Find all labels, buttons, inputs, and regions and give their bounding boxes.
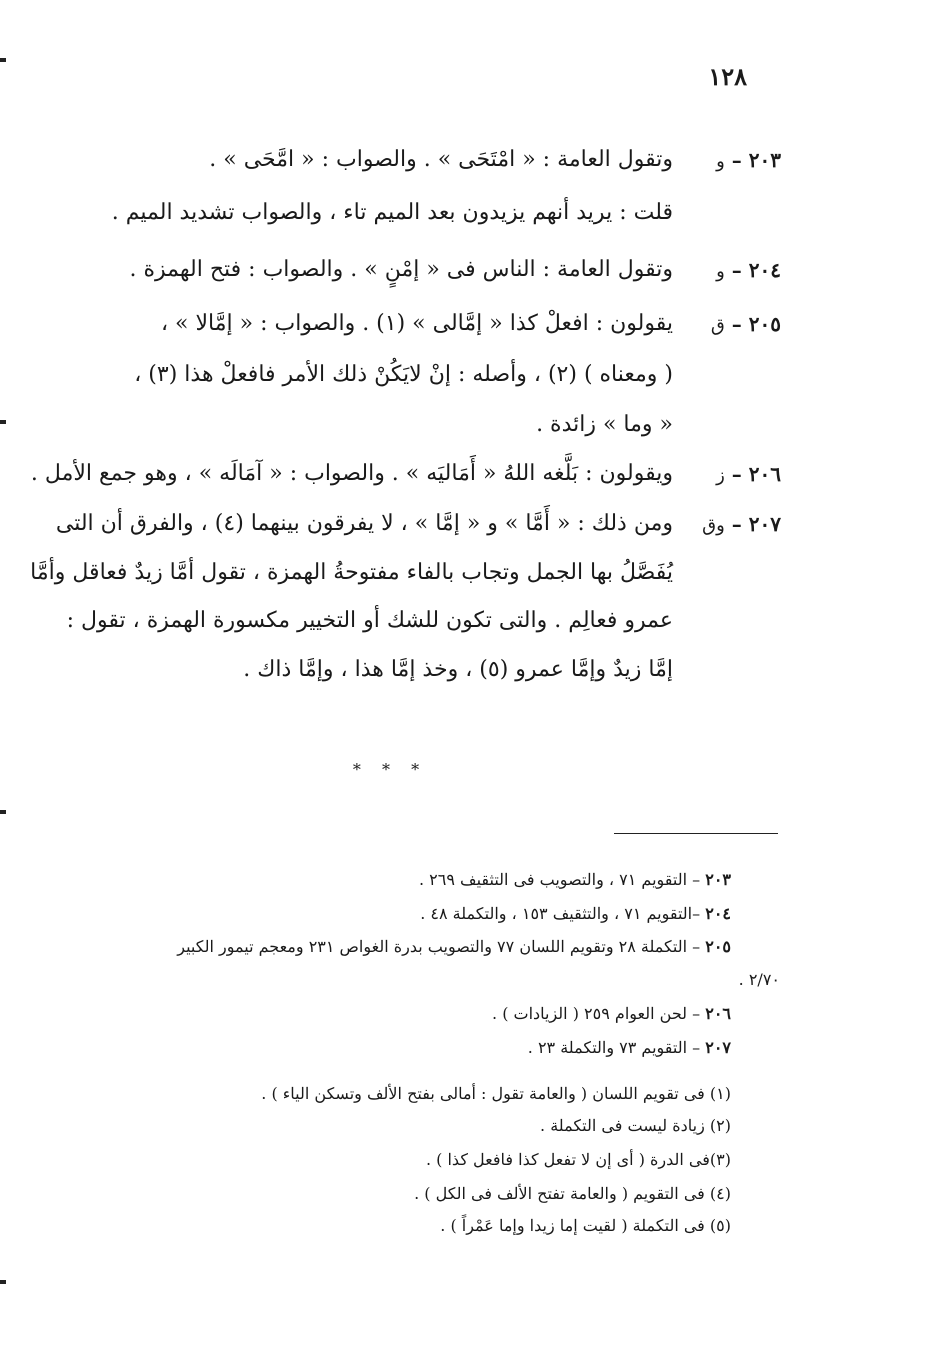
entry-203-line-2: قلت : يريد أنهم يزيدون بعد الميم تاء ، والصواب تشديد الميم . [111,200,673,225]
entry-number-204: ٢٠٤ – و [716,258,781,282]
entry-203-line-1: وتقول العامة : « امْتَحَى » . والصواب : « امَّحَى » . [209,147,673,172]
entry-204-line-1: وتقول العامة : الناس فى « إمْنٍ » . والصواب : فتح الهمزة . [129,257,673,282]
entry-number-206: ٢٠٦ – ز [716,462,781,486]
entry-number-207: ٢٠٧ – وق [702,512,781,536]
edge-mark [0,810,6,814]
source-note-205-continued: ٢/٧٠ . [738,970,780,989]
entry-number-205: ٢٠٥ – ق [710,312,781,336]
edge-mark [0,58,6,62]
entry-number-203: ٢٠٣ – و [716,148,781,172]
entry-207-line-2: يُفَصَّلُ بها الجمل وتجاب بالفاء مفتوحةُ الهمزة ، تقول أمَّا زيدٌ فعاقل وأمَّا [30,560,673,585]
section-separator: * * * [352,760,428,779]
edge-mark [0,1280,6,1284]
footnote-rule [614,833,778,834]
footnote-4: (٤) فى التقويم ( والعامة تفتح الألف فى الكل ) . [414,1184,731,1203]
source-note-206: ٢٠٦ – لحن العوام ٢٥٩ ( الزيادات ) . [492,1004,731,1023]
entry-207-line-1: ومن ذلك : « أَمَّا » و « إمَّا » ، لا يفرقون بينهما (٤) ، والفرق أن التى [55,511,673,536]
footnote-1: (١) فى تقويم اللسان ( والعامة تقول : أمالى بفتح الألف وتسكن الياء ) . [261,1084,731,1103]
entry-205-line-2: ( ومعناه ) (٢) ، وأصله : إنْ لايَكُنْ ذلك الأمر فافعلْ هذا (٣) ، [134,362,673,387]
entry-206-line-1: ويقولون : بَلَّغه اللهُ « أَمَاليَه » . والصواب : « آمَالَه » ، وهو جمع الأمل . [30,461,673,486]
entry-205-line-3: « وما » زائدة . [536,412,673,437]
source-note-203: ٢٠٣ – التقويم ٧١ ، والتصويب فى التثقيف ٢٦٩ . [418,870,731,889]
source-note-204: ٢٠٤ –التقويم ٧١ ، والتثقيف ١٥٣ ، والتكملة ٤٨ . [420,904,731,923]
footnote-5: (٥) فى التكملة ( لقيت إما زيدا وإما عَمْراً ) . [440,1216,731,1235]
source-note-205: ٢٠٥ – التكملة ٢٨ وتقويم اللسان ٧٧ والتصويب بدرة الغواص ٢٣١ ومعجم تيمور الكبير [177,937,731,956]
entry-207-line-4: إمَّا زيدٌ وإمَّا عمرو (٥) ، وخذ إمَّا هذا ، وإمَّا ذاك . [243,657,673,682]
footnote-2: (٢) زيادة ليست فى التكملة . [540,1116,731,1135]
entry-207-line-3: عمرو فعالِم . والتى تكون للشك أو التخيير مكسورة الهمزة ، تقول : [66,608,673,633]
page-number: ١٢٨ [708,62,747,91]
edge-mark [0,420,6,424]
footnote-3: (٣)فى الدرة ( أى إن لا تفعل كذا فافعل كذا ) . [425,1150,731,1169]
entry-205-line-1: يقولون : افعلْ كذا « إمَّالى » (١) . والصواب : « إمَّالا » ، [160,311,673,336]
source-note-207: ٢٠٧ – التقويم ٧٣ والتكملة ٢٣ . [527,1038,731,1057]
